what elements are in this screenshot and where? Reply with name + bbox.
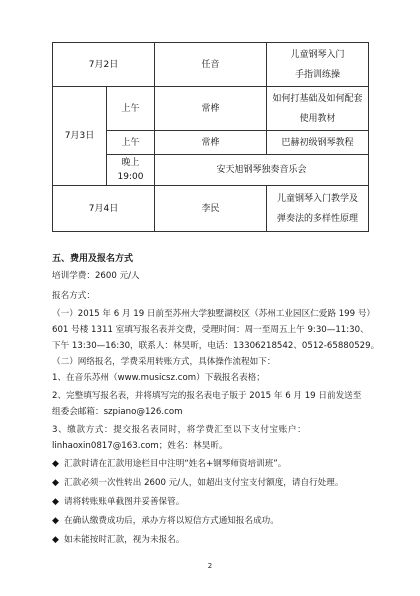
- onsite-line: 601 号楼 1311 室填写报名表并交费，受理时间：周一至周五上午 9:30—11:30、: [52, 325, 369, 335]
- table-row: [53, 186, 369, 232]
- diamond-bullet-icon: ◆: [52, 497, 59, 507]
- session-cell: 上午: [107, 131, 155, 155]
- step-line: 2、完整填写报名表，并将填写完的报名表电子版于 2015 年 6 月 19 日前发送至: [52, 391, 362, 401]
- list-item: [52, 496, 370, 508]
- date-cell: 7月3日: [53, 87, 107, 186]
- email-line: 组委会邮箱：szpiano@126.com: [52, 407, 183, 417]
- onsite-line: 下午 13:30—16:30，联系人：林昊昕，电话：13306218542、0512-65880529。: [52, 341, 380, 351]
- topic-cell: 巴赫初级钢琴教程: [267, 131, 369, 155]
- section-title: 五、费用及报名方式: [52, 254, 134, 264]
- teacher-cell: 常桦: [155, 87, 267, 131]
- session-cell: 晚上 19:00: [107, 155, 155, 186]
- date-cell: 7月2日: [53, 43, 155, 87]
- diamond-bullet-icon: ◆: [52, 516, 59, 526]
- bullet-text: 请将转账账单截图并妥善保管。: [64, 497, 185, 507]
- teacher-cell: 常桦: [155, 131, 267, 155]
- fee-line: 培训学费：2600 元/人: [52, 271, 140, 281]
- topic-cell: [267, 87, 369, 131]
- list-item: [52, 458, 370, 470]
- step-line: 3、缴款方式：提交报名表同时，将学费汇至以下支付宝账户：: [52, 425, 307, 435]
- onsite-line: （一）2015 年 6 月 19 日前至苏州大学独墅湖校区（苏州工业园区仁爱路 199 号）: [52, 309, 376, 319]
- diamond-bullet-icon: ◆: [52, 478, 59, 488]
- page-number: 2: [207, 562, 213, 570]
- topic-line: 儿童钢琴入门: [290, 49, 345, 60]
- topic-cell: [267, 43, 369, 87]
- schedule-table: [52, 42, 369, 232]
- online-intro: （二）网络报名，学费采用转账方式，具体操作流程如下：: [52, 357, 276, 367]
- topic-line: 使用教材: [299, 113, 336, 124]
- event-cell: 安天旭钢琴独奏音乐会: [155, 155, 369, 186]
- table-row: [53, 43, 369, 87]
- bullet-text: 汇款必须一次性转出 2600 元/人，如超出支付宝支付额度，请自行处理。: [64, 478, 344, 488]
- list-item: [52, 515, 370, 527]
- topic-line: 弹奏法的多样性原理: [277, 213, 359, 224]
- bullet-text: 在确认缴费成功后，承办方将以短信方式通知报名成功。: [64, 516, 279, 526]
- topic-line: 如何打基础及如何配套: [272, 93, 363, 104]
- method-label: 报名方式：: [52, 291, 95, 301]
- teacher-cell: 任音: [155, 43, 267, 87]
- table-row: [53, 87, 369, 131]
- topic-line: 手指训练操: [295, 69, 341, 80]
- diamond-bullet-icon: ◆: [52, 459, 59, 469]
- bullet-text: 如未能按时汇款，视为未报名。: [64, 535, 185, 545]
- topic-cell: [267, 186, 369, 232]
- alipay-line: linhaoxin0817@163.com；姓名：林昊昕。: [52, 441, 228, 451]
- bullet-text: 汇款时请在汇款用途栏目中注明“姓名+钢琴师资培训班”。: [64, 459, 287, 469]
- session-cell: 上午: [107, 87, 155, 131]
- diamond-bullet-icon: ◆: [52, 535, 59, 545]
- list-item: [52, 534, 370, 546]
- step-line: 1、在音乐苏州（www.musicsz.com）下载报名表格；: [52, 373, 265, 383]
- teacher-cell: 李民: [155, 186, 267, 232]
- list-item: [52, 477, 370, 489]
- date-cell: 7月4日: [53, 186, 155, 232]
- topic-line: 儿童钢琴入门教学及: [277, 193, 359, 204]
